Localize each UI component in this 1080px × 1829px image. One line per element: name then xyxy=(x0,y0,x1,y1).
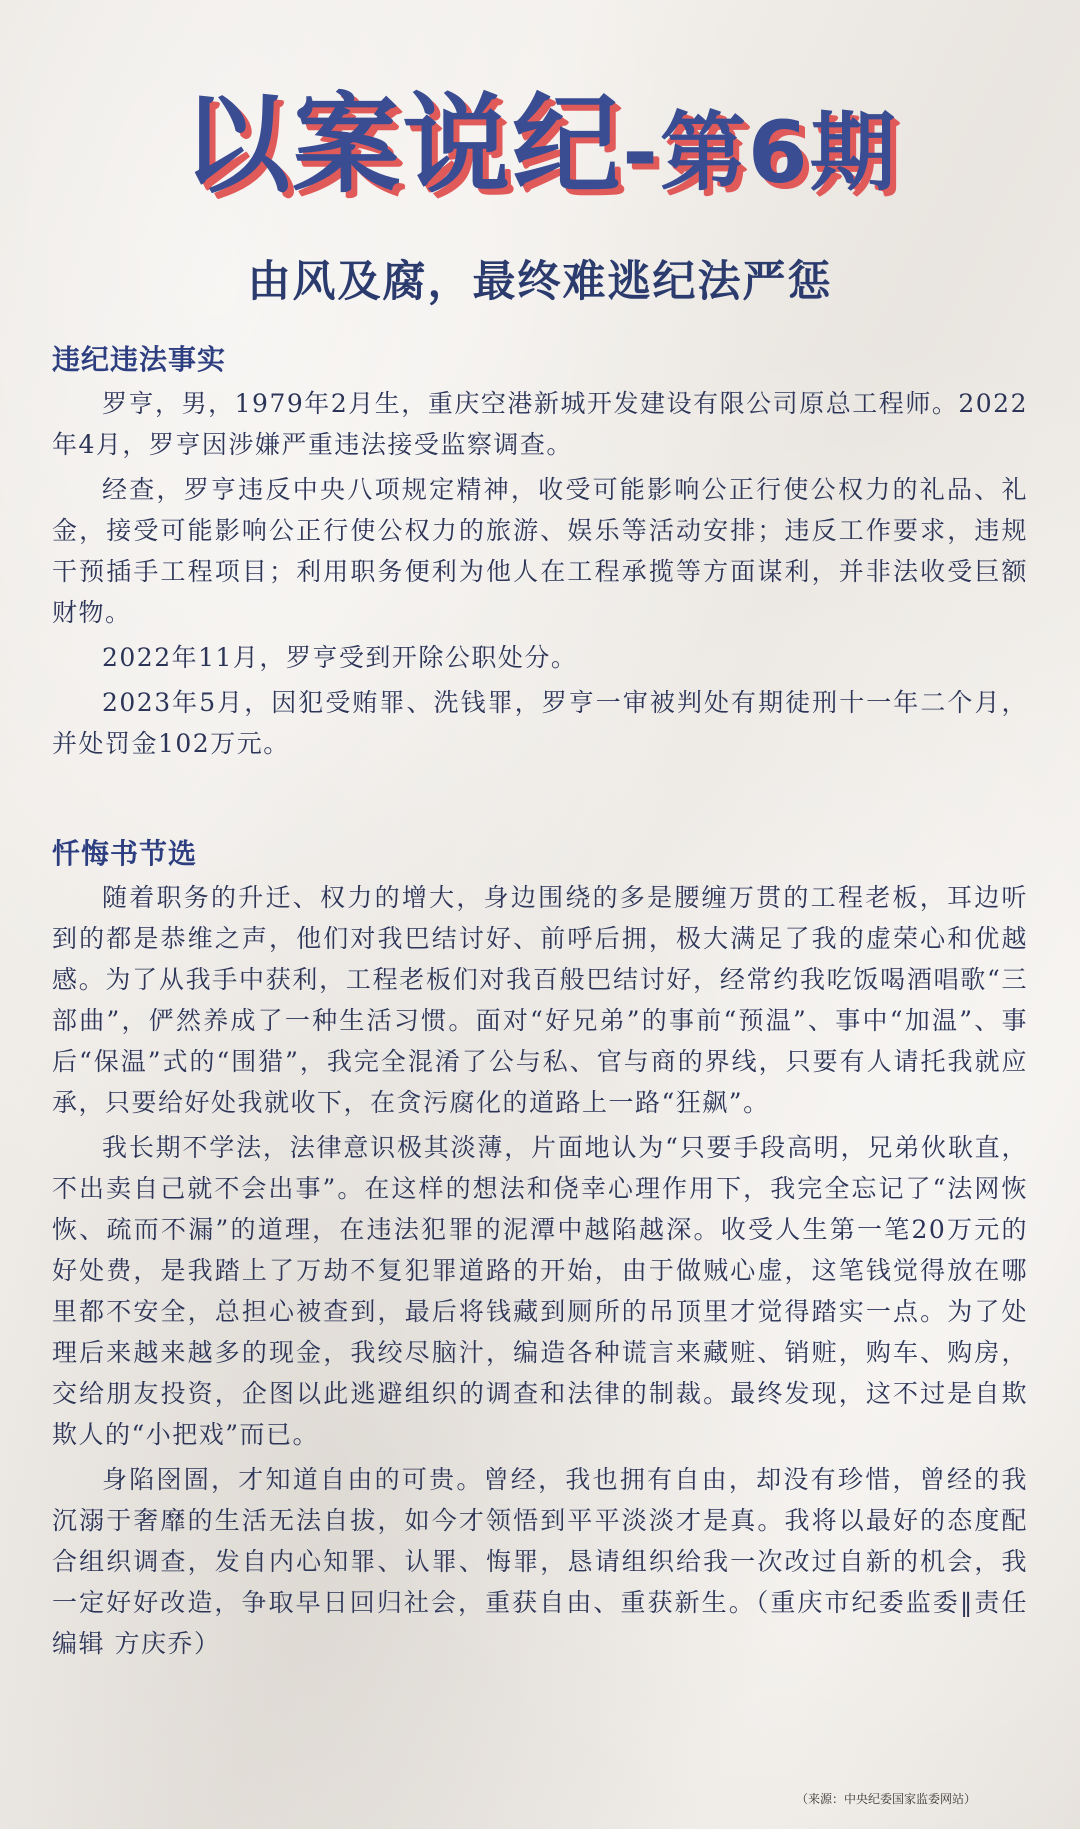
title-issue: 第6期 xyxy=(659,103,898,203)
page-title xyxy=(0,58,1080,213)
facts-body xyxy=(52,383,1028,768)
subtitle: 由风及腐，最终难逃纪法严惩 xyxy=(247,257,833,307)
facts-paragraph: 2023年5月，因犯受贿罪、洗钱罪，罗亨一审被判处有期徒刑十一年二个月，并处罚金102万元。 xyxy=(52,688,1028,758)
facts-paragraph: 经查，罗亨违反中央八项规定精神，收受可能影响公正行使公权力的礼品、礼金，接受可能影响公正行使公权力的旅游、娱乐等活动安排；违反工作要求，违规干预插手工程项目；利用职务便利为他人在工程承揽等方面谋利，并非法收受巨额财物。 xyxy=(52,475,1028,627)
confession-paragraph: 身陷囹圄，才知道自由的可贵。曾经，我也拥有自由，却没有珍惜，曾经的我沉溺于奢靡的生活无法自拔，如今才领悟到平平淡淡才是真。我将以最好的态度配合组织调查，发自内心知罪、认罪、悔罪，恳请组织给我一次改过自新的机会，我一定好好改造，争取早日回归社会，重获自由、重获新生。（重庆市纪委监委‖责任编辑 方庆乔） xyxy=(52,1465,1028,1658)
title-main: 以案说纪 xyxy=(182,83,623,208)
facts-paragraph: 2022年11月，罗亨受到开除公职处分。 xyxy=(102,643,578,672)
title-dash: - xyxy=(622,103,660,203)
confession-body xyxy=(52,877,1028,1668)
source-note: （来源：中央纪委国家监委网站） xyxy=(795,1792,976,1806)
confession-paragraph: 我长期不学法，法律意识极其淡薄，片面地认为“只要手段高明，兄弟伙耿直，不出卖自己就不会出事”。在这样的想法和侥幸心理作用下，我完全忘记了“法网恢恢、疏而不漏”的道理，在违法犯罪的泥潭中越陷越深。收受人生第一笔20万元的好处费，是我踏上了万劫不复犯罪道路的开始，由于做贼心虚，这笔钱觉得放在哪里都不安全，总担心被查到，最后将钱藏到厕所的吊顶里才觉得踏实一点。为了处理后来越来越多的现金，我绞尽脑汁，编造各种谎言来藏赃、销赃，购车、购房，交给朋友投资，企图以此逃避组织的调查和法律的制裁。最终发现，这不过是自欺欺人的“小把戏”而已。 xyxy=(52,1133,1028,1449)
confession-heading: 忏悔书节选 xyxy=(52,837,198,870)
confession-paragraph: 随着职务的升迁、权力的增大，身边围绕的多是腰缠万贯的工程老板，耳边听到的都是恭维之声，他们对我巴结讨好、前呼后拥，极大满足了我的虚荣心和优越感。为了从我手中获利，工程老板们对我百般巴结讨好，经常约我吃饭喝酒唱歌“三部曲”，俨然养成了一种生活习惯。面对“好兄弟”的事前“预温”、事中“加温”、事后“保温”式的“围猎”，我完全混淆了公与私、官与商的界线，只要有人请托我就应承，只要给好处我就收下，在贪污腐化的道路上一路“狂飙”。 xyxy=(52,883,1028,1117)
facts-heading: 违纪违法事实 xyxy=(52,343,227,376)
facts-paragraph: 罗亨，男，1979年2月生，重庆空港新城开发建设有限公司原总工程师。2022年4月，罗亨因涉嫌严重违法接受监察调查。 xyxy=(52,389,1028,459)
